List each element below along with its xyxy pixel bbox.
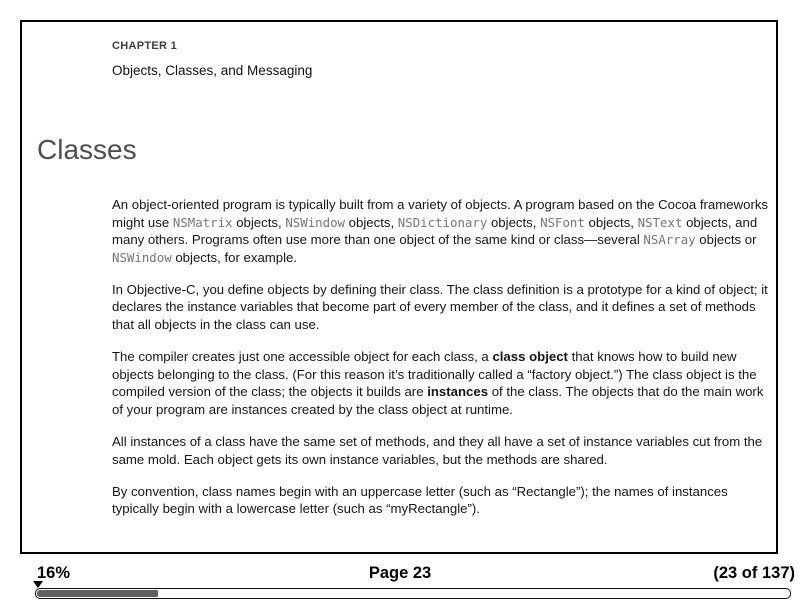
progress-bar-fill	[37, 590, 158, 597]
paragraph: By convention, class names begin with an uppercase letter (such as “Rectangle”); the names of instances typically begin with a lowercase letter (such as “myRectangle”).	[112, 483, 728, 517]
paragraph: The compiler creates just one accessible object for each class, a class object that knows how to build new objects belonging to the class. (For this reason it’s traditionally called a “factory object.”) The class object is the compiled version of the class; the objects it builds are instances of the class. The objects that do the main work of your program are instances created by the class object at runtime.	[112, 349, 764, 417]
paragraph: An object-oriented program is typically built from a variety of objects. A program based on the Cocoa frameworks might use NSMatrix objects, NSWindow objects, NSDictionary objects, NSFont objects, NSText objects, and many others. Programs often use more than one object of the same kind or class—several NSArray objects or NSWindow objects, for example.	[112, 197, 769, 265]
page-frame	[20, 20, 778, 554]
page-number-label: Page 23	[368, 564, 432, 582]
section-title: Classes	[37, 134, 137, 165]
reader-footer	[0, 555, 800, 600]
paragraph: All instances of a class have the same set of methods, and they all have a set of instance variables cut from the same mold. Each object gets its own instance variables, but the methods are shared.	[112, 434, 763, 467]
chapter-title: Objects, Classes, and Messaging	[112, 63, 313, 78]
paragraph: In Objective-C, you define objects by defining their class. The class definition is a prototype for a kind of object; it declares the instance variables that become part of every member of the class, and it defines a set of methods that all objects in the class can use.	[112, 281, 768, 333]
position-marker-icon	[33, 581, 43, 588]
progress-percent-label: 16%	[37, 564, 71, 582]
body-paragraphs	[112, 196, 774, 532]
location-label: (23 of 137)	[713, 564, 795, 582]
chapter-label: CHAPTER 1	[112, 40, 178, 52]
progress-bar[interactable]	[35, 588, 791, 599]
